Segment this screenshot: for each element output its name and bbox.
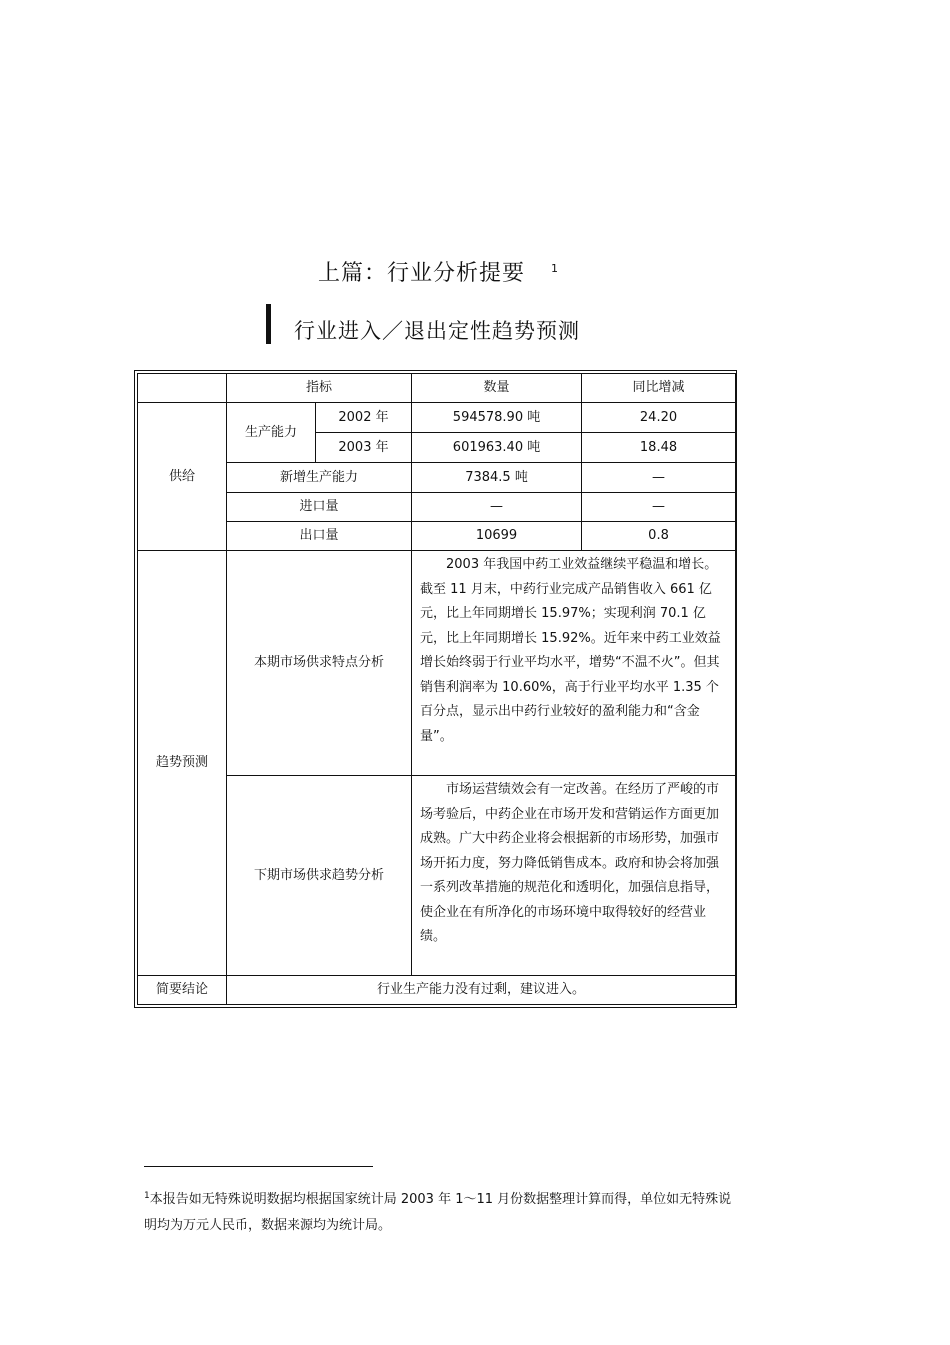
- current-analysis-text: [412, 551, 736, 776]
- quantity-cell: 601963.40 吨: [412, 433, 582, 463]
- section-title: 行业进入／退出定性趋势预测: [294, 319, 580, 343]
- analysis-table-frame: [134, 370, 737, 1008]
- conclusion-text: 行业生产能力没有过剩，建议进入。: [227, 976, 736, 1005]
- yoy-cell: 24.20: [582, 403, 736, 433]
- supply-label: 供给: [138, 403, 227, 551]
- footnote: [144, 1183, 744, 1239]
- table-row: [138, 522, 736, 551]
- table-header-row: [138, 374, 736, 403]
- footnote-divider: [144, 1166, 373, 1167]
- yoy-cell: —: [582, 493, 736, 522]
- table-row: [138, 403, 736, 433]
- footnote-mark: 1: [144, 1191, 150, 1201]
- table-row: [138, 776, 736, 976]
- next-analysis-label: 下期市场供求趋势分析: [227, 776, 412, 976]
- new-capacity-label: 新增生产能力: [227, 463, 412, 493]
- header-yoy: 同比增减: [582, 374, 736, 403]
- footnote-ref: 1: [551, 262, 560, 275]
- trend-label: 趋势预测: [138, 551, 227, 976]
- quantity-cell: —: [412, 493, 582, 522]
- yoy-cell: 18.48: [582, 433, 736, 463]
- year-cell: 2002 年: [316, 403, 412, 433]
- quantity-cell: 594578.90 吨: [412, 403, 582, 433]
- capacity-label: 生产能力: [227, 403, 316, 463]
- current-analysis-label: 本期市场供求特点分析: [227, 551, 412, 776]
- yoy-cell: —: [582, 463, 736, 493]
- conclusion-label: 简要结论: [138, 976, 227, 1005]
- current-analysis-body: 2003 年我国中药工业效益继续平稳温和增长。截至 11 月末，中药行业完成产品销售收入 661 亿元，比上年同期增长 15.97%；实现利润 70.1 亿元，比上年同期增长 15.92%。近年来中药工业效益增长始终弱于行业平均水平，增势“不温不火”。但其销售利润率为 10.60%，高于行业平均水平 1.35 个百分点，显示出中药行业较好的盈利能力和“含金量”。: [420, 557, 721, 744]
- table-row: [138, 463, 736, 493]
- export-label: 出口量: [227, 522, 412, 551]
- page-title-text: 上篇：行业分析提要: [318, 261, 526, 286]
- yoy-cell: 0.8: [582, 522, 736, 551]
- section-marker-bar: [266, 304, 271, 344]
- header-indicator: 指标: [227, 374, 412, 403]
- page-title: [318, 256, 559, 287]
- quantity-cell: 10699: [412, 522, 582, 551]
- header-quantity: 数量: [412, 374, 582, 403]
- import-label: 进口量: [227, 493, 412, 522]
- table-row: [138, 551, 736, 776]
- next-analysis-text: [412, 776, 736, 976]
- quantity-cell: 7384.5 吨: [412, 463, 582, 493]
- table-row: [138, 976, 736, 1005]
- year-cell: 2003 年: [316, 433, 412, 463]
- footnote-text: 本报告如无特殊说明数据均根据国家统计局 2003 年 1～11 月份数据整理计算而得，单位如无特殊说明均为万元人民币，数据来源均为统计局。: [144, 1192, 732, 1233]
- table-row: [138, 493, 736, 522]
- analysis-table: [137, 373, 736, 1005]
- header-empty-cell: [138, 374, 227, 403]
- next-analysis-body: 市场运营绩效会有一定改善。在经历了严峻的市场考验后，中药企业在市场开发和营销运作方面更加成熟。广大中药企业将会根据新的市场形势，加强市场开拓力度，努力降低销售成本。政府和协会将加强一系列改革措施的规范化和透明化，加强信息指导，使企业在有所净化的市场环境中取得较好的经营业绩。: [420, 782, 720, 944]
